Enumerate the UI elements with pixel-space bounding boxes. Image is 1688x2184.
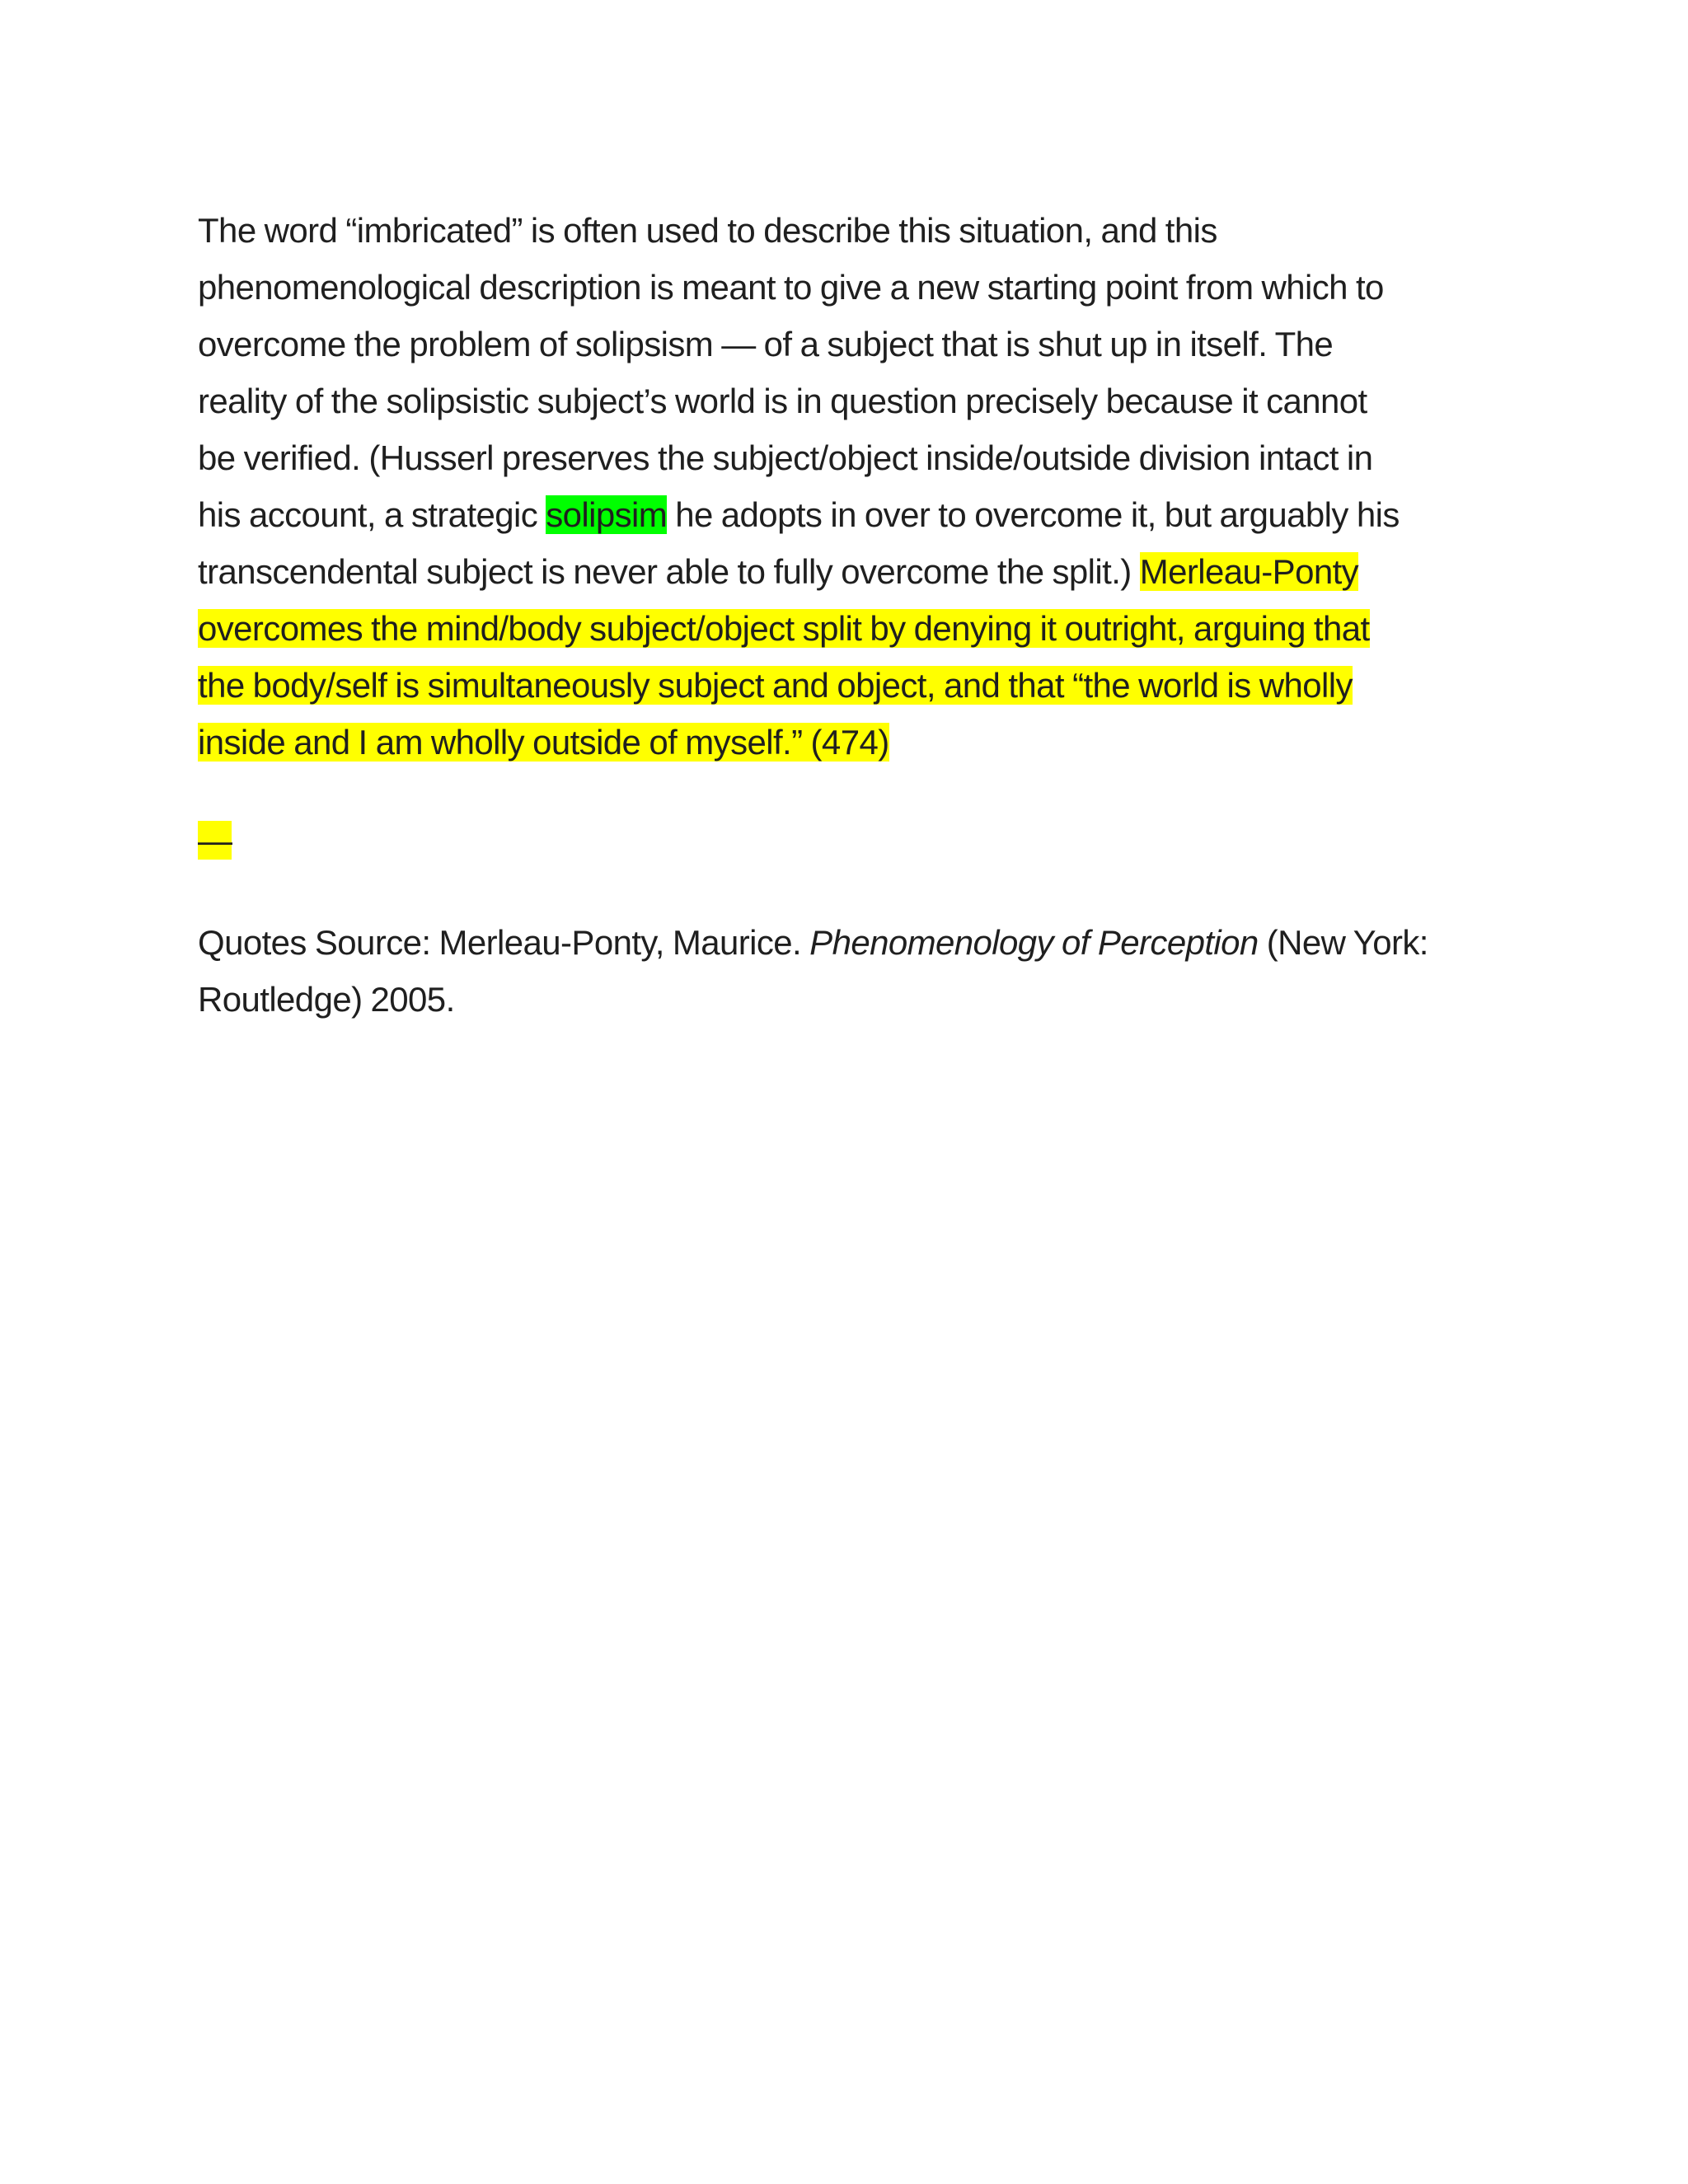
main-paragraph [198,202,1500,771]
document-body [198,202,1500,1028]
yellow-highlight: Merleau-Ponty [1139,552,1359,591]
citation-line [198,914,1500,971]
line-text: his account, a strategic [198,495,546,534]
book-title: Phenomenology of Perception [809,923,1259,962]
paragraph-line: overcome the problem of solipsism — of a subject that is shut up in itself. The [198,325,1334,363]
paragraph-line [198,714,1500,771]
separator-dash: — [198,821,232,860]
paragraph-line: phenomenological description is meant to give a new starting point from which to [198,268,1384,307]
yellow-highlight: the body/self is simultaneously subject and object, and that “the world is wholly [198,666,1353,705]
citation-prefix: Quotes Source: Merleau-Ponty, Maurice. [198,923,810,962]
line-text: transcendental subject is never able to fully overcome the split.) [198,552,1140,591]
yellow-highlight: inside and I am wholly outside of myself.” (474) [198,723,889,762]
paragraph-line [198,600,1500,657]
citation-suffix: (New York: [1258,923,1428,962]
green-highlight: solipsim [546,495,668,534]
citation-line: Routledge) 2005. [198,980,455,1019]
line-text: he adopts in over to overcome it, but arguably his [667,495,1400,534]
paragraph-line: The word “imbricated” is often used to describe this situation, and this [198,211,1217,250]
paragraph-line: be verified. (Husserl preserves the subject/object inside/outside division intact in [198,438,1373,477]
paragraph-line [198,657,1500,714]
source-citation [198,914,1500,1028]
yellow-highlight: overcomes the mind/body subject/object split by denying it outright, arguing that [198,609,1370,648]
paragraph-line [198,486,1500,543]
paragraph-line: reality of the solipsistic subject’s world is in question precisely because it cannot [198,382,1367,420]
paragraph-line [198,543,1500,600]
separator-line [198,812,1500,869]
